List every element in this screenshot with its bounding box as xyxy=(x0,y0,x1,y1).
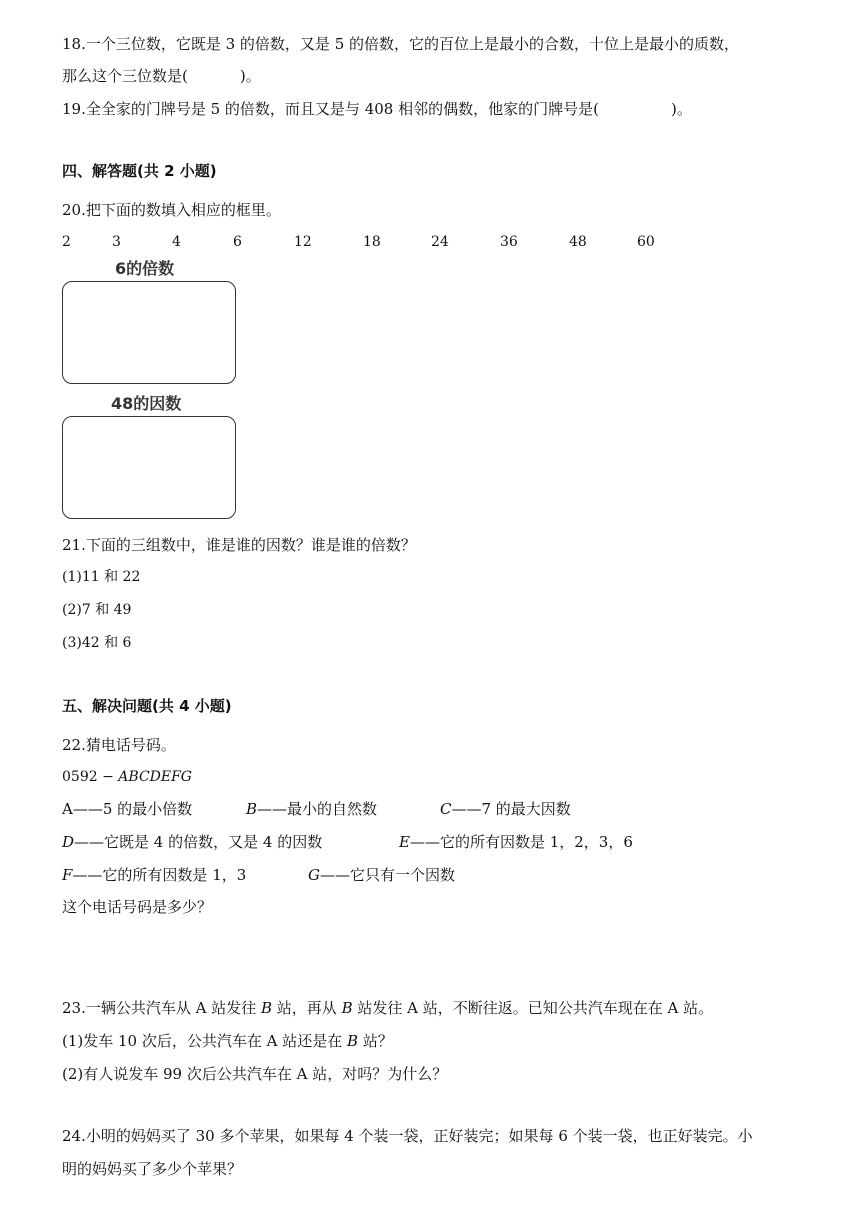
q21-item-3: (3)42 和 6 xyxy=(62,635,132,651)
clue-b-text: ——最小的自然数 xyxy=(257,800,378,818)
clue-d xyxy=(62,832,322,852)
clue-g-text: ——它只有一个因数 xyxy=(319,866,455,884)
number-item: 60 xyxy=(637,234,655,250)
clue-b-label: B xyxy=(246,800,258,818)
clue-g xyxy=(308,865,455,885)
q19-text-end: )。 xyxy=(670,100,692,118)
q18-line2-start: 那么这个三位数是( xyxy=(62,67,188,85)
q18-line2 xyxy=(62,66,261,86)
section-4-title: 四、解答题(共 2 小题) xyxy=(62,162,217,180)
q21-item-1: (1)11 和 22 xyxy=(62,569,141,585)
clue-b xyxy=(246,799,377,819)
q23-sub-1 xyxy=(62,1031,393,1051)
clue-e-label: E xyxy=(399,833,410,851)
clue-a xyxy=(62,799,192,819)
clue-f xyxy=(62,865,246,885)
number-item: 4 xyxy=(172,234,181,250)
clue-c-text: ——7 的最大因数 xyxy=(451,800,571,818)
clue-e xyxy=(399,832,633,852)
clue-g-label: G xyxy=(308,866,320,884)
number-item: 18 xyxy=(363,234,381,250)
q22-phone-pattern xyxy=(62,767,192,787)
number-item: 48 xyxy=(569,234,587,250)
q21-item-2: (2)7 和 49 xyxy=(62,602,132,618)
q20-number-row xyxy=(0,232,860,252)
phone-letters: ABCDEFG xyxy=(118,769,192,785)
q23-prompt xyxy=(62,998,713,1018)
clue-a-text: ——5 的最小倍数 xyxy=(72,800,193,818)
q23-sub1-end: 站？ xyxy=(358,1032,393,1050)
clue-c-label: C xyxy=(440,800,452,818)
number-item: 3 xyxy=(112,234,121,250)
q23-text-3: 站发往 A 站，不断往返。已知公共汽车现在在 A 站。 xyxy=(352,999,714,1017)
clue-e-text: ——它的所有因数是 1，2，3，6 xyxy=(409,833,633,851)
station-b-label: B xyxy=(261,999,273,1017)
multiples-of-6-box[interactable] xyxy=(62,281,236,384)
q24-line2: 明的妈妈买了多少个苹果？ xyxy=(62,1160,243,1178)
q19-text-start: 19.全全家的门牌号是 5 的倍数，而且又是与 408 相邻的偶数，他家的门牌号是( xyxy=(62,100,599,118)
q22-prompt: 22.猜电话号码。 xyxy=(62,736,176,754)
q22-question: 这个电话号码是多少？ xyxy=(62,898,213,916)
clue-f-text: ——它的所有因数是 1，3 xyxy=(72,866,247,884)
q23-sub-2: (2)有人说发车 99 次后公共汽车在 A 站，对吗？为什么？ xyxy=(62,1065,448,1083)
clue-d-text: ——它既是 4 的倍数，又是 4 的因数 xyxy=(74,833,323,851)
number-item: 6 xyxy=(233,234,242,250)
q21-prompt: 21.下面的三组数中，谁是谁的因数？谁是谁的倍数？ xyxy=(62,536,416,554)
phone-dash: − xyxy=(97,769,119,785)
station-b-label: B xyxy=(341,999,353,1017)
q19-line xyxy=(62,99,692,119)
number-item: 36 xyxy=(500,234,518,250)
q23-text-1: 23.一辆公共汽车从 A 站发往 xyxy=(62,999,261,1017)
q24-line1: 24.小明的妈妈买了 30 多个苹果，如果每 4 个装一袋，正好装完；如果每 6 个装一袋，也正好装完。小 xyxy=(62,1127,753,1145)
number-item: 24 xyxy=(431,234,449,250)
section-5-title: 五、解决问题(共 4 小题) xyxy=(62,697,232,715)
box2-title: 48的因数 xyxy=(111,394,182,413)
number-item: 12 xyxy=(294,234,312,250)
clue-f-label: F xyxy=(62,866,73,884)
q18-line1: 18.一个三位数，它既是 3 的倍数，又是 5 的倍数，它的百位上是最小的合数，十位上是最小的质数， xyxy=(62,35,740,53)
clue-d-label: D xyxy=(62,833,75,851)
factors-of-48-box[interactable] xyxy=(62,416,236,519)
q23-text-2: 站，再从 xyxy=(272,999,342,1017)
station-b-label: B xyxy=(347,1032,359,1050)
q18-line2-end: )。 xyxy=(239,67,261,85)
number-item: 2 xyxy=(62,234,71,250)
clue-c xyxy=(440,799,571,819)
q20-prompt: 20.把下面的数填入相应的框里。 xyxy=(62,201,281,219)
clue-a-label: A xyxy=(62,800,73,818)
q23-sub1-text: (1)发车 10 次后，公共汽车在 A 站还是在 xyxy=(62,1032,348,1050)
phone-prefix: 0592 xyxy=(62,769,98,785)
box1-title: 6的倍数 xyxy=(115,259,175,278)
